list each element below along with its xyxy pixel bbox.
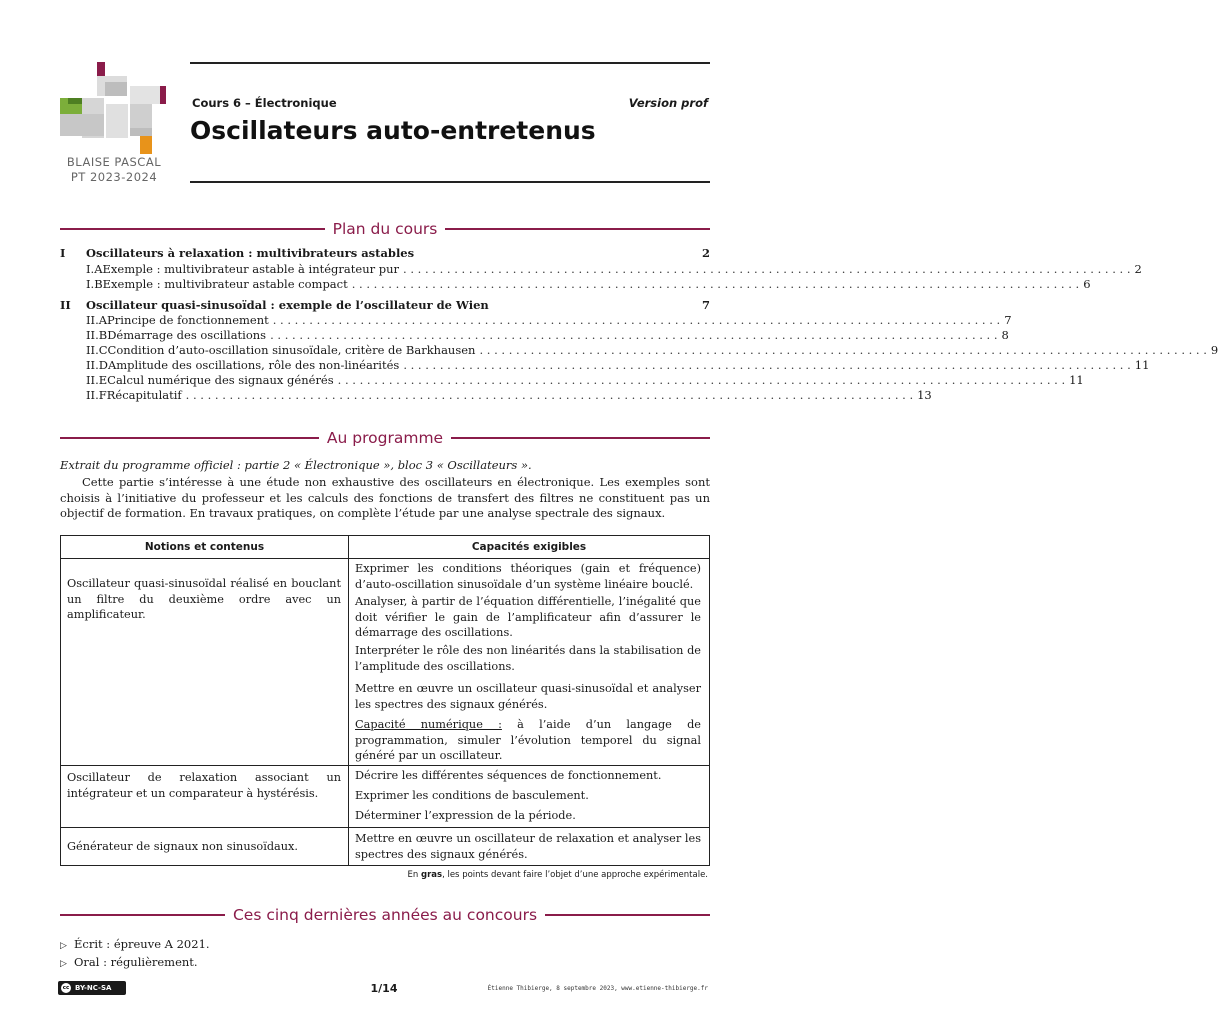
note-prefix: En: [407, 870, 419, 880]
plan-heading-text: Plan du cours: [332, 220, 438, 238]
concours-heading-text: Ces cinq dernières années au concours: [232, 906, 538, 924]
toc-page: 2: [1134, 262, 1142, 276]
table-cell-capacite: Exprimer les conditions de basculement.: [355, 789, 589, 802]
toc-section-2[interactable]: [60, 298, 710, 313]
toc-num: II.B: [86, 328, 108, 342]
heading-rule-right: [451, 437, 710, 438]
capacite-numerique-label: Capacité numérique :: [355, 718, 502, 731]
toc-item-IA[interactable]: [60, 262, 1142, 277]
table-cell-capacite: Analyser, à partir de l’équation différentielle, l’inégalité que doit vérifier le gain de l’amplificateur afin d’assurer le démarrage des oscillations.: [355, 595, 701, 639]
table-cell-capacite: Interpréter le rôle des non linéarités dans la stabilisation de l’amplitude des oscillations.: [355, 644, 701, 673]
table-header-capacites: Capacités exigibles: [471, 541, 587, 553]
toc-label: Récapitulatif: [106, 388, 182, 402]
toc-page: 11: [1134, 358, 1150, 372]
toc-item-IIA[interactable]: [60, 313, 1012, 328]
toc-label: Amplitude des oscillations, rôle des non-linéarités: [107, 358, 400, 372]
list-item: [60, 937, 210, 955]
table-cell-capacite: Exprimer les conditions théoriques (gain et fréquence) d’auto-oscillation sinusoïdale d’un système linéaire bouclé.: [355, 562, 701, 591]
heading-rule-right: [445, 228, 710, 229]
toc-num: I.A: [86, 262, 103, 276]
toc-num: II.A: [86, 313, 108, 327]
toc-leader: . . . . . . . . . . . . . . . . . . . . . . . . . . . . . . . . . . . . . . . . . . . . . . . . . . . . . . . . . . . . . . . . . . . . . . . . . . . . . . . . . . . . . . . . . . . . . . . . . . . .: [272, 313, 1001, 327]
toc-item-IB[interactable]: [60, 277, 1091, 292]
toc-label: Oscillateur quasi-sinusoïdal : exemple de l’oscillateur de Wien: [86, 298, 489, 312]
course-label: Cours 6 – Électronique: [192, 96, 337, 110]
note-suffix: , les points devant faire l’objet d’une approche expérimentale.: [442, 870, 708, 880]
heading-rule-left: [60, 437, 319, 438]
toc-num: II: [60, 298, 71, 312]
logo-caption-year: PT 2023-2024: [70, 170, 158, 184]
heading-rule-left: [60, 228, 325, 229]
table-cell-capacite-experimental: Mettre en œuvre un oscillateur de relaxation et analyser les spectres des signaux générés.: [355, 832, 701, 861]
table-cell-notion: Générateur de signaux non sinusoïdaux.: [67, 840, 299, 853]
toc-label: Condition d’auto-oscillation sinusoïdale, critère de Barkhausen: [107, 343, 476, 357]
concours-list: [60, 937, 210, 972]
list-item-text: Oral : régulièrement.: [74, 954, 198, 969]
toc-item-IIC[interactable]: [60, 343, 1218, 358]
heading-rule-right: [545, 914, 710, 915]
programme-intro: Extrait du programme officiel : partie 2 « Électronique », bloc 3 « Oscillateurs ».: [60, 458, 532, 472]
plan-heading: [60, 219, 710, 239]
table-cell-capacite-experimental: Mettre en œuvre un oscillateur quasi-sinusoïdal et analyser les spectres des signaux générés.: [355, 682, 701, 711]
table-footnote: [408, 870, 708, 880]
table-cell-capacite-numerique: [355, 717, 701, 764]
toc-num: II.F: [86, 388, 107, 402]
toc-num: II.E: [86, 373, 108, 387]
toc-page: 13: [917, 388, 932, 402]
programme-paragraph: Cette partie s’intéresse à une étude non exhaustive des oscillateurs en électronique. Les exemples sont choisis à l’initiative du professeur et les calculs des fonctions de transfert des filtres ne constituent pas un objectif de formation. En travaux pratiques, on complète l’étude par une analyse spectrale des signaux.: [60, 475, 710, 520]
toc-item-IIF[interactable]: [60, 388, 932, 403]
toc-page: 11: [1069, 373, 1084, 387]
triangle-bullet-icon: ▷: [60, 958, 67, 969]
toc-label: Oscillateurs à relaxation : multivibrateurs astables: [86, 246, 415, 260]
toc-leader: . . . . . . . . . . . . . . . . . . . . . . . . . . . . . . . . . . . . . . . . . . . . . . . . . . . . . . . . . . . . . . . . . . . . . . . . . . . . . . . . . . . . . . . . . . . . . . . . . . . .: [479, 343, 1207, 357]
blaise-pascal-logo: [60, 62, 170, 157]
license-badge[interactable]: [58, 981, 126, 995]
triangle-bullet-icon: ▷: [60, 941, 67, 951]
table-row-rule: [61, 765, 709, 766]
toc-label: Calcul numérique des signaux générés: [107, 373, 334, 387]
toc-page: 6: [1083, 277, 1091, 291]
toc-item-IIB[interactable]: [60, 328, 1009, 343]
table-cell-notion: Oscillateur quasi-sinusoïdal réalisé en bouclant un filtre du deuxième ordre avec un amplificateur.: [67, 577, 341, 621]
toc-page: 8: [1001, 328, 1009, 342]
license-text: BY-NC-SA: [75, 984, 112, 992]
header-bottom-rule: [190, 181, 710, 183]
toc-leader: . . . . . . . . . . . . . . . . . . . . . . . . . . . . . . . . . . . . . . . . . . . . . . . . . . . . . . . . . . . . . . . . . . . . . . . . . . . . . . . . . . . . . . . . . . . . . . . . . . . .: [270, 328, 998, 342]
page-title: Oscillateurs auto-entretenus: [190, 116, 596, 145]
footer-credit: Étienne Thibierge, 8 septembre 2023, www.etienne-thibierge.fr: [487, 985, 708, 992]
logo-caption-school: BLAISE PASCAL: [66, 155, 162, 169]
list-item: [60, 955, 210, 973]
toc-label: Démarrage des oscillations: [107, 328, 267, 342]
header-top-rule: [190, 62, 710, 64]
toc-page: 2: [701, 246, 710, 260]
table-header-notions: Notions et contenus: [144, 541, 265, 553]
toc-leader: . . . . . . . . . . . . . . . . . . . . . . . . . . . . . . . . . . . . . . . . . . . . . . . . . . . . . . . . . . . . . . . . . . . . . . . . . . . . . . . . . . . . . . . . . . . . . . . . . . . .: [351, 277, 1080, 291]
toc-label: Exemple : multivibrateur astable compact: [102, 277, 348, 291]
table-row-rule: [61, 827, 709, 828]
toc-leader: . . . . . . . . . . . . . . . . . . . . . . . . . . . . . . . . . . . . . . . . . . . . . . . . . . . . . . . . . . . . . . . . . . . . . . . . . . . . . . . . . . . . . . . . . . . . . . . . . . . .: [403, 262, 1131, 276]
toc-page: 7: [701, 298, 710, 312]
toc-section-1[interactable]: [60, 246, 710, 261]
toc-label: Principe de fonctionnement: [107, 313, 269, 327]
page-number: 1/14: [370, 982, 398, 995]
programme-heading: [60, 428, 710, 448]
toc-leader: . . . . . . . . . . . . . . . . . . . . . . . . . . . . . . . . . . . . . . . . . . . . . . . . . . . . . . . . . . . . . . . . . . . . . . . . . . . . . . . . . . . . . . . . . . . . . . . . . . . .: [337, 373, 1066, 387]
toc-leader: . . . . . . . . . . . . . . . . . . . . . . . . . . . . . . . . . . . . . . . . . . . . . . . . . . . . . . . . . . . . . . . . . . . . . . . . . . . . . . . . . . . . . . . . . . . . . . . . . . . .: [185, 388, 914, 402]
table-cell-capacite: Déterminer l’expression de la période.: [355, 809, 576, 822]
version-label: Version prof: [628, 96, 708, 110]
creative-commons-icon: cc: [62, 985, 70, 991]
toc-item-IID[interactable]: [60, 358, 1150, 373]
table-column-divider: [348, 536, 349, 865]
toc-item-IIE[interactable]: [60, 373, 1084, 388]
toc-num: I.B: [86, 277, 103, 291]
toc-label: Exemple : multivibrateur astable à intégrateur pur: [102, 262, 400, 276]
toc-page: 7: [1004, 313, 1012, 327]
toc-num: I: [60, 246, 66, 260]
heading-rule-left: [60, 914, 225, 915]
programme-table: [60, 535, 710, 866]
toc-num: II.D: [86, 358, 108, 372]
concours-heading: [60, 905, 710, 925]
toc-leader: . . . . . . . . . . . . . . . . . . . . . . . . . . . . . . . . . . . . . . . . . . . . . . . . . . . . . . . . . . . . . . . . . . . . . . . . . . . . . . . . . . . . . . . . . . . . . . . . . . . .: [403, 358, 1131, 372]
table-header-rule: [61, 558, 709, 559]
toc-page: 9: [1210, 343, 1218, 357]
table-cell-capacite: Décrire les différentes séquences de fonctionnement.: [355, 769, 662, 782]
capacite-numerique-text: à l’aide d’un langage de programmation, simuler l’évolution temporel du signal généré par un oscillateur.: [355, 718, 701, 762]
note-bold: gras: [420, 870, 443, 880]
table-cell-notion: Oscillateur de relaxation associant un intégrateur et un comparateur à hystérésis.: [67, 771, 341, 800]
list-item-text: Écrit : épreuve A 2021.: [74, 937, 210, 951]
toc-num: II.C: [86, 343, 108, 357]
programme-heading-text: Au programme: [326, 429, 444, 447]
